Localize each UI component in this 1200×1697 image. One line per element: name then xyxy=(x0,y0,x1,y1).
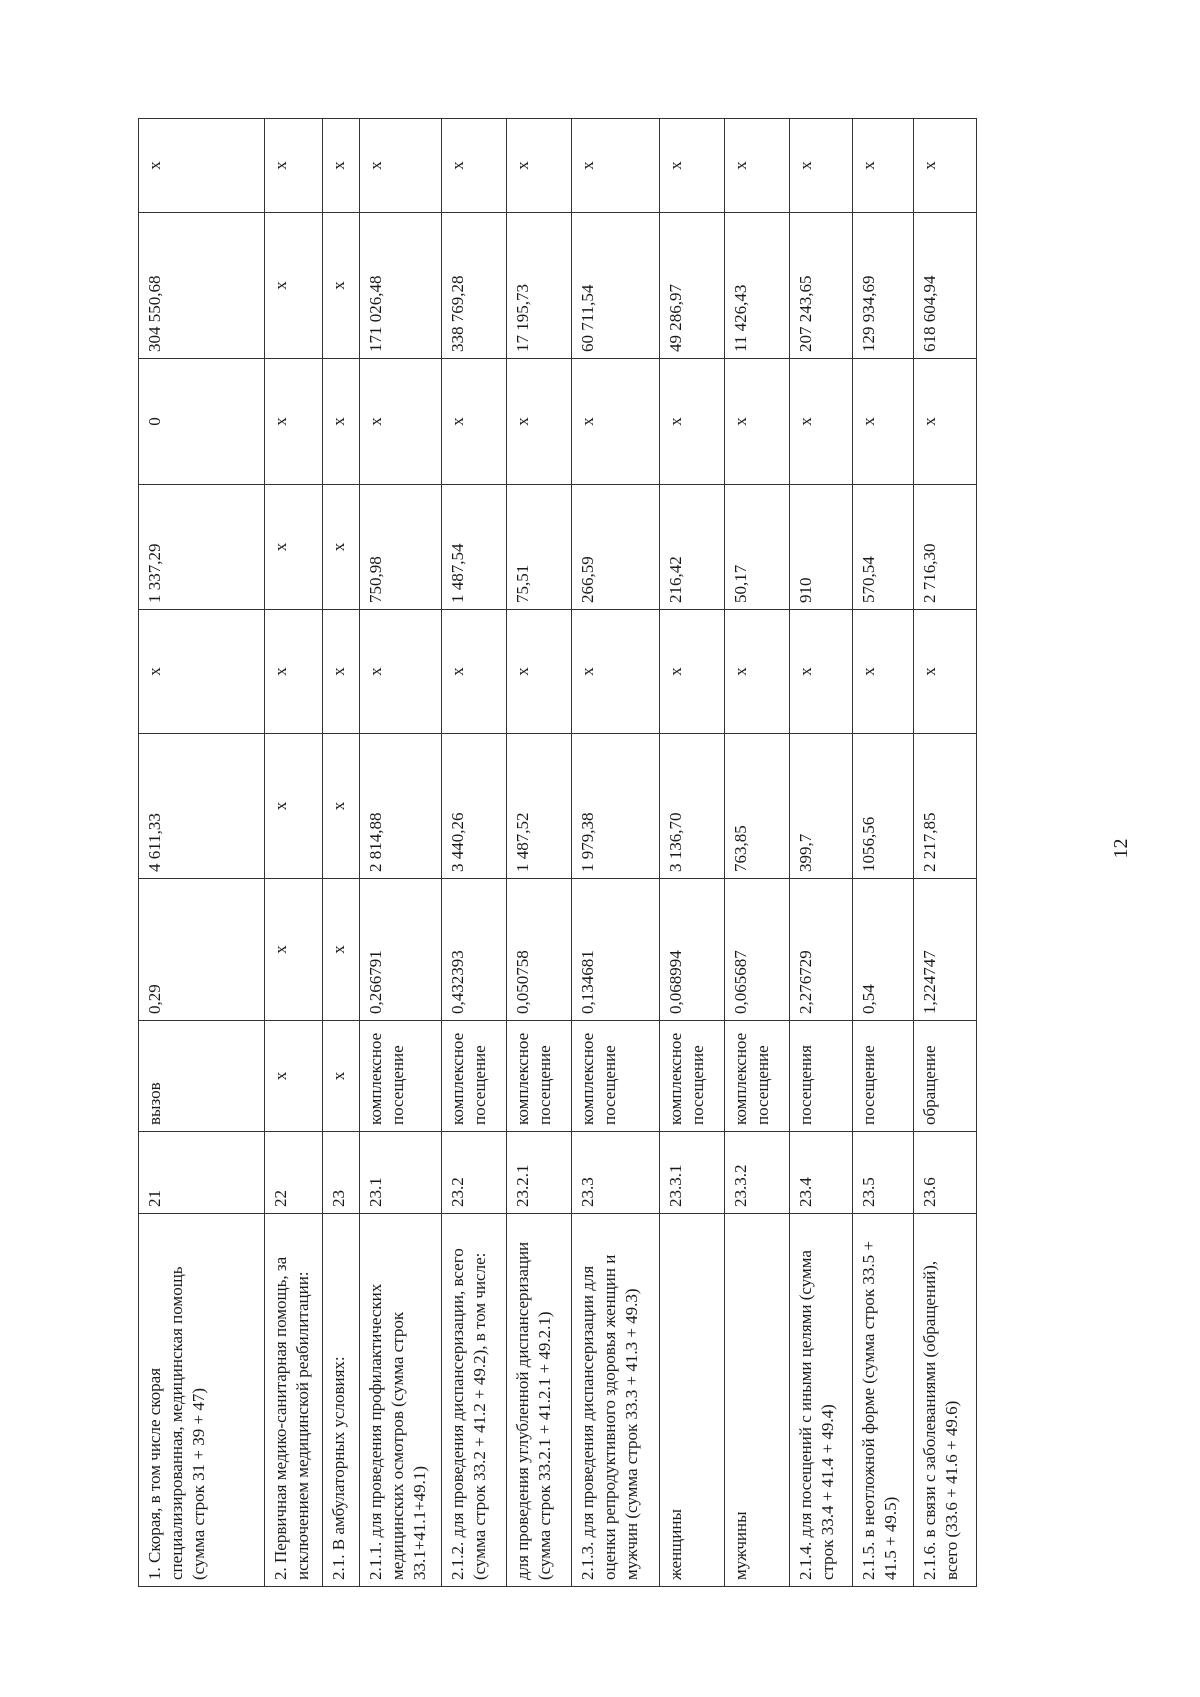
unit-cell: посещение xyxy=(853,1021,914,1132)
col6-cell: х xyxy=(914,610,977,734)
col10-cell: х xyxy=(442,119,507,213)
row-name-cell: 2.1.3. для проведения диспансеризации для оценки репродуктивного здоровья женщин и мужчин (сумма строк 33.3 + 41.3 + 49.3) xyxy=(572,1214,660,1587)
table-row xyxy=(853,119,914,1587)
col9-cell: 207 243,65 xyxy=(790,213,853,359)
unit-cost-cell: 763,85 xyxy=(725,734,790,879)
col8-cell: х xyxy=(853,359,914,485)
col7-cell: 216,42 xyxy=(660,485,725,610)
unit-cost-cell: 2 217,85 xyxy=(914,734,977,879)
unit-cost-cell: 1 979,38 xyxy=(572,734,660,879)
norm-cell: 0,29 xyxy=(139,879,265,1021)
col9-cell: х xyxy=(265,213,323,359)
col10-cell: х xyxy=(507,119,572,213)
unit-cell: комплексное посещение xyxy=(572,1021,660,1132)
col9-cell: 60 711,54 xyxy=(572,213,660,359)
col7-cell: 2 716,30 xyxy=(914,485,977,610)
col8-cell: 0 xyxy=(139,359,265,485)
norm-cell: 0,54 xyxy=(853,879,914,1021)
col7-cell: 1 487,54 xyxy=(442,485,507,610)
row-name-cell: 2.1.5. в неотложной форме (сумма строк 33.5 + 41.5 + 49.5) xyxy=(853,1214,914,1587)
col8-cell: х xyxy=(660,359,725,485)
unit-cost-cell: 2 814,88 xyxy=(360,734,442,879)
row-code-cell: 23.1 xyxy=(360,1132,442,1214)
norm-cell: 2,276729 xyxy=(790,879,853,1021)
unit-cell: х xyxy=(265,1021,323,1132)
unit-cell: комплексное посещение xyxy=(660,1021,725,1132)
col6-cell: х xyxy=(442,610,507,734)
col10-cell: х xyxy=(572,119,660,213)
col8-cell: х xyxy=(790,359,853,485)
col9-cell: 304 550,68 xyxy=(139,213,265,359)
col10-cell: х xyxy=(725,119,790,213)
col6-cell: х xyxy=(323,610,360,734)
row-code-cell: 23.5 xyxy=(853,1132,914,1214)
col9-cell: 49 286,97 xyxy=(660,213,725,359)
col6-cell: х xyxy=(853,610,914,734)
col6-cell: х xyxy=(265,610,323,734)
table-row xyxy=(139,119,265,1587)
col7-cell: 1 337,29 xyxy=(139,485,265,610)
col6-cell: х xyxy=(139,610,265,734)
norm-cell: х xyxy=(265,879,323,1021)
unit-cost-cell: 399,7 xyxy=(790,734,853,879)
unit-cost-cell: 1 487,52 xyxy=(507,734,572,879)
col8-cell: х xyxy=(725,359,790,485)
col10-cell: х xyxy=(139,119,265,213)
table-row xyxy=(507,119,572,1587)
norm-cell: 0,068994 xyxy=(660,879,725,1021)
col6-cell: х xyxy=(572,610,660,734)
col7-cell: 50,17 xyxy=(725,485,790,610)
col10-cell: х xyxy=(360,119,442,213)
col10-cell: х xyxy=(323,119,360,213)
col10-cell: х xyxy=(853,119,914,213)
row-name-cell: 2.1.4. для посещений с иными целями (сумма строк 33.4 + 41.4 + 49.4) xyxy=(790,1214,853,1587)
unit-cost-cell: 1056,56 xyxy=(853,734,914,879)
table-row xyxy=(914,119,977,1587)
row-code-cell: 23.3.2 xyxy=(725,1132,790,1214)
col10-cell: х xyxy=(790,119,853,213)
table-row xyxy=(725,119,790,1587)
row-code-cell: 23 xyxy=(323,1132,360,1214)
col9-cell: 618 604,94 xyxy=(914,213,977,359)
unit-cell: комплексное посещение xyxy=(360,1021,442,1132)
row-code-cell: 23.4 xyxy=(790,1132,853,1214)
col6-cell: х xyxy=(660,610,725,734)
row-code-cell: 23.3.1 xyxy=(660,1132,725,1214)
table-row xyxy=(660,119,725,1587)
unit-cost-cell: х xyxy=(323,734,360,879)
row-name-cell: для проведения углубленной диспансеризации (сумма строк 33.2.1 + 41.2.1 + 49.2.1) xyxy=(507,1214,572,1587)
col7-cell: 910 xyxy=(790,485,853,610)
table-row xyxy=(442,119,507,1587)
unit-cell: посещения xyxy=(790,1021,853,1132)
row-name-cell: мужчины xyxy=(725,1214,790,1587)
col10-cell: х xyxy=(914,119,977,213)
norm-cell: 0,266791 xyxy=(360,879,442,1021)
unit-cell: комплексное посещение xyxy=(725,1021,790,1132)
col8-cell: х xyxy=(507,359,572,485)
col9-cell: 338 769,28 xyxy=(442,213,507,359)
col10-cell: х xyxy=(660,119,725,213)
row-code-cell: 23.6 xyxy=(914,1132,977,1214)
norm-cell: 0,065687 xyxy=(725,879,790,1021)
table-row xyxy=(323,119,360,1587)
row-name-cell: 2.1. В амбулаторных условиях: xyxy=(323,1214,360,1587)
col6-cell: х xyxy=(790,610,853,734)
col6-cell: х xyxy=(507,610,572,734)
col7-cell: 75,51 xyxy=(507,485,572,610)
financing-table xyxy=(138,118,977,1587)
unit-cost-cell: 4 611,33 xyxy=(139,734,265,879)
col7-cell: х xyxy=(265,485,323,610)
col8-cell: х xyxy=(360,359,442,485)
col6-cell: х xyxy=(360,610,442,734)
col8-cell: х xyxy=(323,359,360,485)
norm-cell: х xyxy=(323,879,360,1021)
unit-cell: комплексное посещение xyxy=(507,1021,572,1132)
table-row xyxy=(265,119,323,1587)
col8-cell: х xyxy=(572,359,660,485)
col7-cell: 570,54 xyxy=(853,485,914,610)
row-code-cell: 23.2.1 xyxy=(507,1132,572,1214)
row-code-cell: 23.2 xyxy=(442,1132,507,1214)
unit-cell: обращение xyxy=(914,1021,977,1132)
row-code-cell: 23.3 xyxy=(572,1132,660,1214)
page-number: 12 xyxy=(1110,838,1132,859)
row-code-cell: 21 xyxy=(139,1132,265,1214)
row-name-cell: женщины xyxy=(660,1214,725,1587)
row-name-cell: 2.1.1. для проведения профилактических медицинских осмотров (сумма строк 33.1+41.1+49.1) xyxy=(360,1214,442,1587)
unit-cost-cell: 3 440,26 xyxy=(442,734,507,879)
col9-cell: х xyxy=(323,213,360,359)
norm-cell: 0,134681 xyxy=(572,879,660,1021)
col9-cell: 17 195,73 xyxy=(507,213,572,359)
col9-cell: 11 426,43 xyxy=(725,213,790,359)
unit-cell: комплексное посещение xyxy=(442,1021,507,1132)
row-name-cell: 2.1.6. в связи с заболеваниями (обращений), всего (33.6 + 41.6 + 49.6) xyxy=(914,1214,977,1587)
col6-cell: х xyxy=(725,610,790,734)
row-name-cell: 2.1.2. для проведения диспансеризации, всего (сумма строк 33.2 + 41.2 + 49.2), в том числе: xyxy=(442,1214,507,1587)
col8-cell: х xyxy=(265,359,323,485)
row-name-cell: 1. Скорая, в том числе скорая специализированная, медицинская помощь (сумма строк 31 + 39 + 47) xyxy=(139,1214,265,1587)
col7-cell: 750,98 xyxy=(360,485,442,610)
norm-cell: 0,050758 xyxy=(507,879,572,1021)
row-code-cell: 22 xyxy=(265,1132,323,1214)
unit-cell: вызов xyxy=(139,1021,265,1132)
col9-cell: 129 934,69 xyxy=(853,213,914,359)
unit-cost-cell: х xyxy=(265,734,323,879)
col10-cell: х xyxy=(265,119,323,213)
row-name-cell: 2. Первичная медико-санитарная помощь, за исключением медицинской реабилитации: xyxy=(265,1214,323,1587)
table-row xyxy=(360,119,442,1587)
unit-cost-cell: 3 136,70 xyxy=(660,734,725,879)
col8-cell: х xyxy=(914,359,977,485)
norm-cell: 1,224747 xyxy=(914,879,977,1021)
col9-cell: 171 026,48 xyxy=(360,213,442,359)
col7-cell: х xyxy=(323,485,360,610)
norm-cell: 0,432393 xyxy=(442,879,507,1021)
table-row xyxy=(790,119,853,1587)
unit-cell: х xyxy=(323,1021,360,1132)
table-row xyxy=(572,119,660,1587)
col7-cell: 266,59 xyxy=(572,485,660,610)
col8-cell: х xyxy=(442,359,507,485)
table-body xyxy=(139,119,977,1587)
